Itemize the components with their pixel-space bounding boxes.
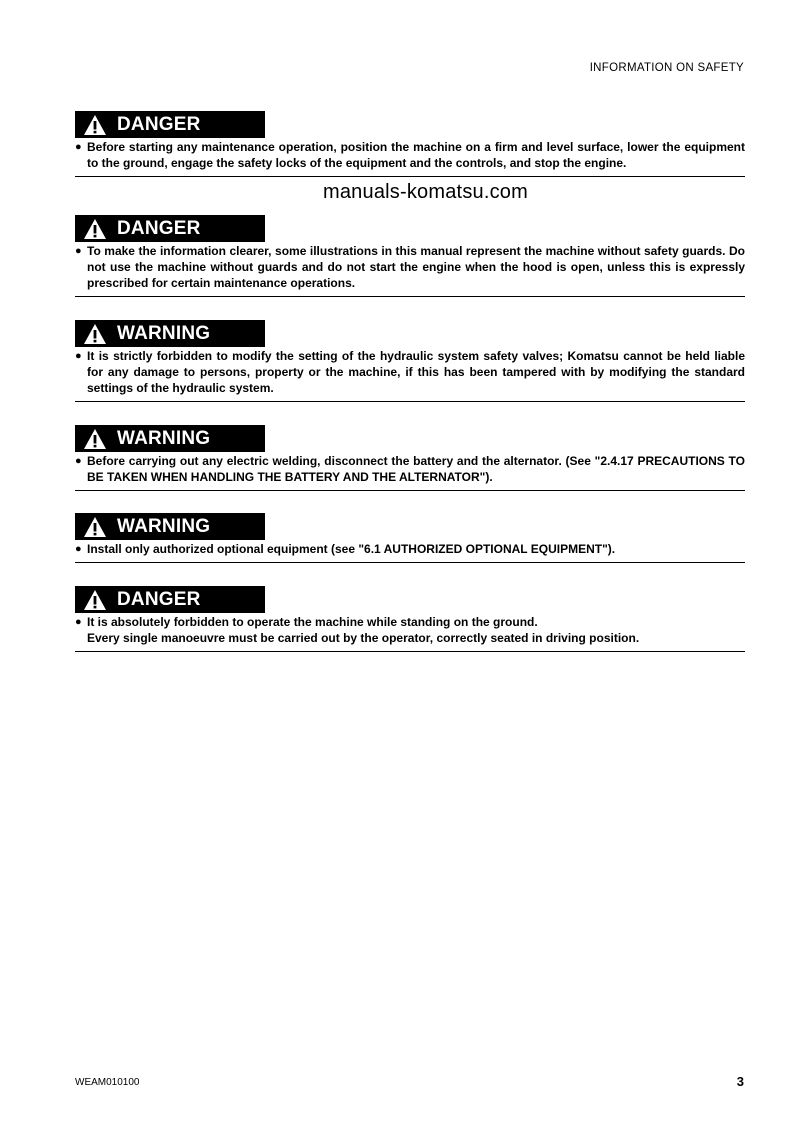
notice-label-text: DANGER (117, 588, 201, 610)
notice-text (75, 139, 745, 171)
warning-triangle-icon (83, 516, 107, 538)
bullet-icon: ● (75, 350, 82, 362)
safety-notice (75, 513, 745, 563)
divider (75, 296, 745, 297)
bullet-icon: ● (75, 543, 82, 555)
safety-notice (75, 215, 745, 297)
bullet-icon: ● (75, 616, 82, 628)
warning-triangle-icon (83, 218, 107, 240)
notice-body-line: Every single manoeuvre must be carried out by the operator, correctly seated in driving position. (87, 631, 640, 645)
notice-body-line: It is absolutely forbidden to operate the machine while standing on the ground. (87, 615, 538, 629)
bullet-icon: ● (75, 141, 82, 153)
notice-label-text: DANGER (117, 113, 201, 135)
watermark: manuals-komatsu.com (323, 181, 528, 203)
safety-notice (75, 425, 745, 491)
danger-label (75, 586, 265, 613)
warning-triangle-icon (83, 589, 107, 611)
warning-triangle-icon (83, 323, 107, 345)
notice-label-text: WARNING (117, 427, 211, 449)
divider (75, 401, 745, 402)
page-number: 3 (736, 1074, 744, 1089)
notice-body: To make the information clearer, some illustrations in this manual represent the machine without safety guards. Do not use the machine without guards and do not start the engine when the hood is open, unless this is expressly prescribed for certain maintenance operations. (87, 244, 745, 290)
notice-label-text: WARNING (117, 515, 211, 537)
divider (75, 176, 745, 177)
danger-label (75, 111, 265, 138)
notice-body: Install only authorized optional equipment (see "6.1 AUTHORIZED OPTIONAL EQUIPMENT"). (87, 542, 616, 556)
safety-notice (75, 320, 745, 402)
safety-notice (75, 586, 745, 652)
danger-label (75, 215, 265, 242)
bullet-icon: ● (75, 245, 82, 257)
warning-triangle-icon (83, 428, 107, 450)
notice-label-text: DANGER (117, 217, 201, 239)
page-header: INFORMATION ON SAFETY (589, 62, 744, 74)
notice-text (75, 541, 745, 557)
document-code: WEAM010100 (75, 1077, 140, 1088)
notice-text (75, 243, 745, 291)
divider (75, 651, 745, 652)
warning-triangle-icon (83, 114, 107, 136)
safety-notice (75, 111, 745, 177)
notice-body: Before starting any maintenance operation, position the machine on a firm and level surface, lower the equipment to the ground, engage the safety locks of the equipment and the controls, and stop the engine. (87, 140, 745, 170)
warning-label (75, 425, 265, 452)
notice-text (75, 614, 745, 646)
notice-text (75, 348, 745, 396)
notice-body: Before carrying out any electric welding, disconnect the battery and the alternator. (See "2.4.17 PRECAUTIONS TO BE TAKEN WHEN HANDLING THE BATTERY AND THE ALTERNATOR"). (87, 454, 745, 484)
divider (75, 562, 745, 563)
divider (75, 490, 745, 491)
warning-label (75, 513, 265, 540)
warning-label (75, 320, 265, 347)
notice-text (75, 453, 745, 485)
bullet-icon: ● (75, 455, 82, 467)
notice-body: It is strictly forbidden to modify the setting of the hydraulic system safety valves; Komatsu cannot be held liable for any damage to persons, property or the machine, if this has been tampered with by modifying the standard settings of the hydraulic system. (87, 349, 745, 395)
notice-label-text: WARNING (117, 322, 211, 344)
